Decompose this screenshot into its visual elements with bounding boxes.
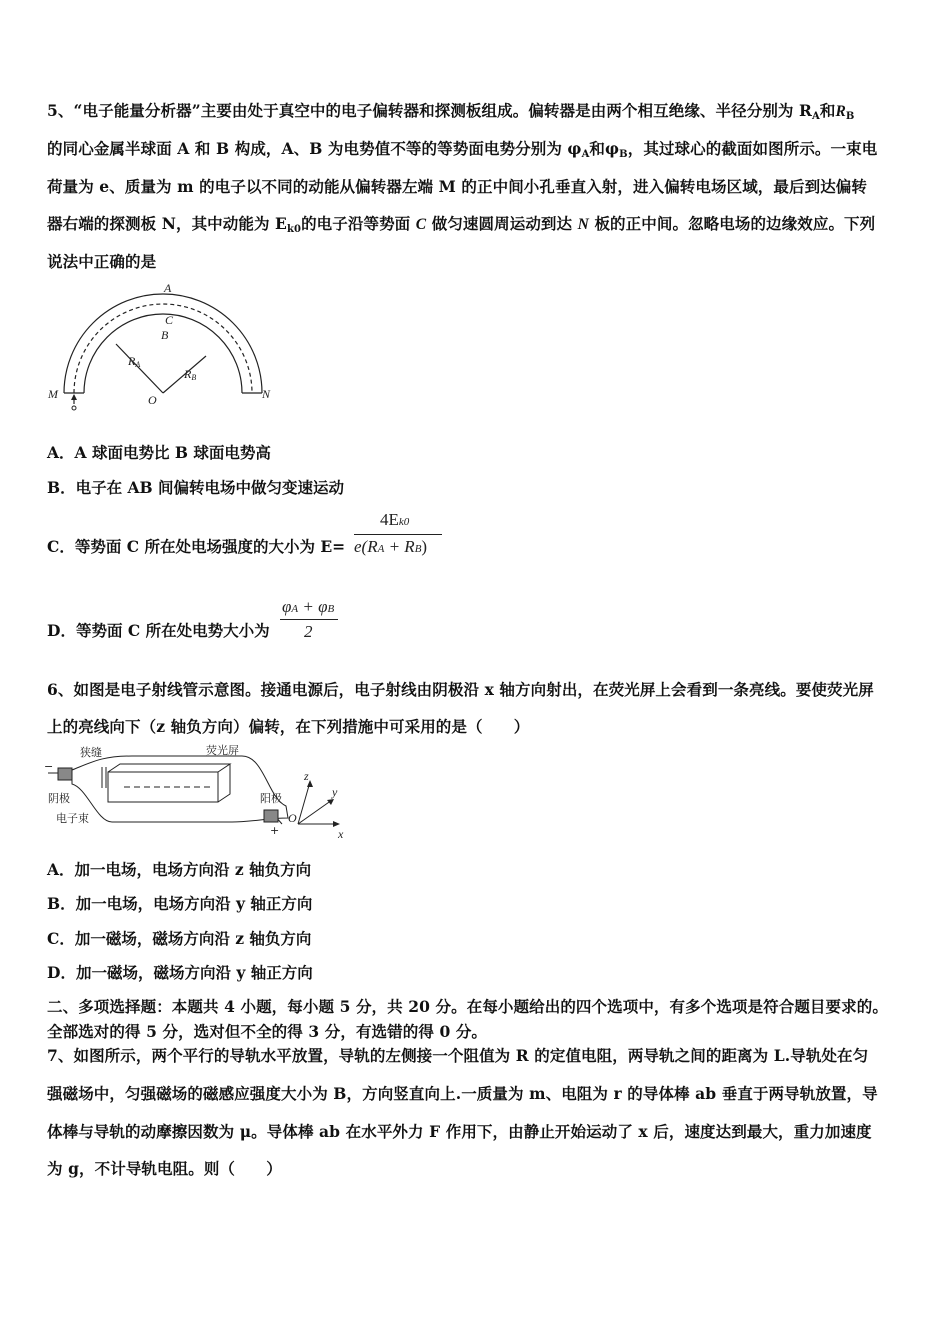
label-b: B (161, 328, 169, 342)
formula-c-bar (354, 534, 442, 535)
formula-d-numerator: φA + φB (282, 597, 335, 616)
formula-c-denominator: e(RA + RB) (354, 537, 428, 556)
cathode-electrode (58, 768, 72, 780)
label-n: N (262, 387, 271, 401)
q5-line-4: 器右端的探测板 N，其中动能为 $E_{k0}$的电子沿等势面 C 做匀速圆周运动到达 N 板的正中间。忽略电场的边缘效应。下列 (47, 214, 876, 235)
section2-line-1: 二、多项选择题：本题共 4 小题，每小题 5 分，共 20 分。在每小题给出的四个选项中，有多个选项是符合题目要求的。 (47, 997, 888, 1016)
axis-y-arrow-icon (327, 799, 334, 805)
entry-hole-icon (72, 406, 76, 410)
q7-line-3: 体棒与导轨的动摩擦因数为 μ。导体棒 ab 在水平外力 F 作用下，由静止开始运动了 x 后，速度达到最大，重力加速度 (47, 1122, 872, 1141)
axis-y (298, 800, 332, 824)
q6-crt-diagram (42, 742, 352, 840)
formula-d-bar (280, 619, 338, 620)
q7-line-2: 强磁场中，匀强磁场的磁感应强度大小为 B，方向竖直向上.一质量为 m、电阻为 r 的导体棒 ab 垂直于两导轨放置，导 (47, 1084, 878, 1103)
screen-box-top (108, 764, 230, 772)
label-x: x (338, 827, 344, 840)
q6-line-2: 上的亮线向下（z 轴负方向）偏转，在下列措施中可采用的是（ ） (47, 717, 530, 736)
screen-box-side (218, 764, 230, 802)
inner-hemisphere-b (84, 314, 242, 393)
q6-option-b[interactable]: B．加一电场，电场方向沿 y 轴正方向 (47, 894, 313, 913)
outer-hemisphere-a (64, 294, 262, 393)
label-anode: 阳极 (260, 792, 282, 805)
formula-c (354, 510, 444, 560)
formula-c-numerator: 4Ek0 (380, 510, 410, 529)
label-a: A (164, 282, 172, 295)
q5-option-a[interactable]: A．A 球面电势比 B 球面电势高 (47, 443, 271, 462)
q5-option-b[interactable]: B．电子在 AB 间偏转电场中做匀变速运动 (47, 478, 345, 497)
label-minus: − (44, 760, 54, 773)
q7-line-4: 为 g，不计导轨电阻。则（ ） (47, 1159, 282, 1178)
label-o: O (288, 811, 297, 825)
label-beam: 电子束 (56, 812, 89, 825)
axis-z (298, 782, 310, 824)
anode-electrode (264, 810, 278, 822)
q6-option-d[interactable]: D．加一磁场，磁场方向沿 y 轴正方向 (47, 963, 313, 982)
formula-d (280, 597, 340, 645)
equipotential-c (74, 304, 252, 393)
q6-option-a[interactable]: A．加一电场，电场方向沿 z 轴负方向 (47, 860, 312, 879)
label-slit: 狭缝 (80, 746, 102, 759)
q5-deflector-diagram (44, 282, 284, 412)
q5-option-c[interactable]: C．等势面 C 所在处电场强度的大小为 E= (47, 537, 346, 556)
q5-line-3: 荷量为 e、质量为 m 的电子以不同的动能从偏转器左端 M 的正中间小孔垂直入射，进入偏转电场区域，最后到达偏转 (47, 177, 868, 196)
q6-option-c[interactable]: C．加一磁场，磁场方向沿 z 轴负方向 (47, 929, 312, 948)
label-rb: RB (184, 367, 197, 382)
label-screen: 荧光屏 (206, 744, 239, 757)
q5-line-1: 5、“电子能量分析器”主要由处于真空中的电子偏转器和探测板组成。偏转器是由两个相互绝缘、半径分别为 $R_A$和$R_B$ (47, 101, 855, 122)
q5-line-2: 的同心金属半球面 A 和 B 构成，A、B 为电势值不等的等势面电势分别为 $\varphi_A$和$\varphi_B$，其过球心的截面如图所示。一束电 (47, 139, 878, 160)
tube-envelope (72, 756, 288, 822)
label-ra: RA (128, 354, 141, 369)
label-m: M (48, 387, 58, 401)
section2-line-2: 全部选对的得 5 分，选对但不全的得 3 分，有选错的得 0 分。 (47, 1022, 488, 1041)
label-o: O (148, 393, 157, 407)
label-z: z (304, 769, 309, 783)
q5-line-5: 说法中正确的是 (47, 252, 157, 271)
label-cathode: 阴极 (48, 792, 70, 805)
entry-arrow-head (71, 394, 77, 400)
q5-option-d[interactable]: D．等势面 C 所在处电势大小为 (47, 621, 270, 640)
formula-d-denominator: 2 (304, 622, 313, 641)
q6-line-1: 6、如图是电子射线管示意图。接通电源后，电子射线由阴极沿 x 轴方向射出，在荧光屏上会看到一条亮线。要使荧光屏 (47, 680, 874, 699)
label-c: C (165, 313, 174, 327)
q7-line-1: 7、如图所示，两个平行的导轨水平放置，导轨的左侧接一个阻值为 R 的定值电阻，两导轨之间的距离为 L.导轨处在匀 (47, 1046, 869, 1065)
label-plus: + (270, 824, 280, 837)
label-y: y (332, 785, 338, 799)
